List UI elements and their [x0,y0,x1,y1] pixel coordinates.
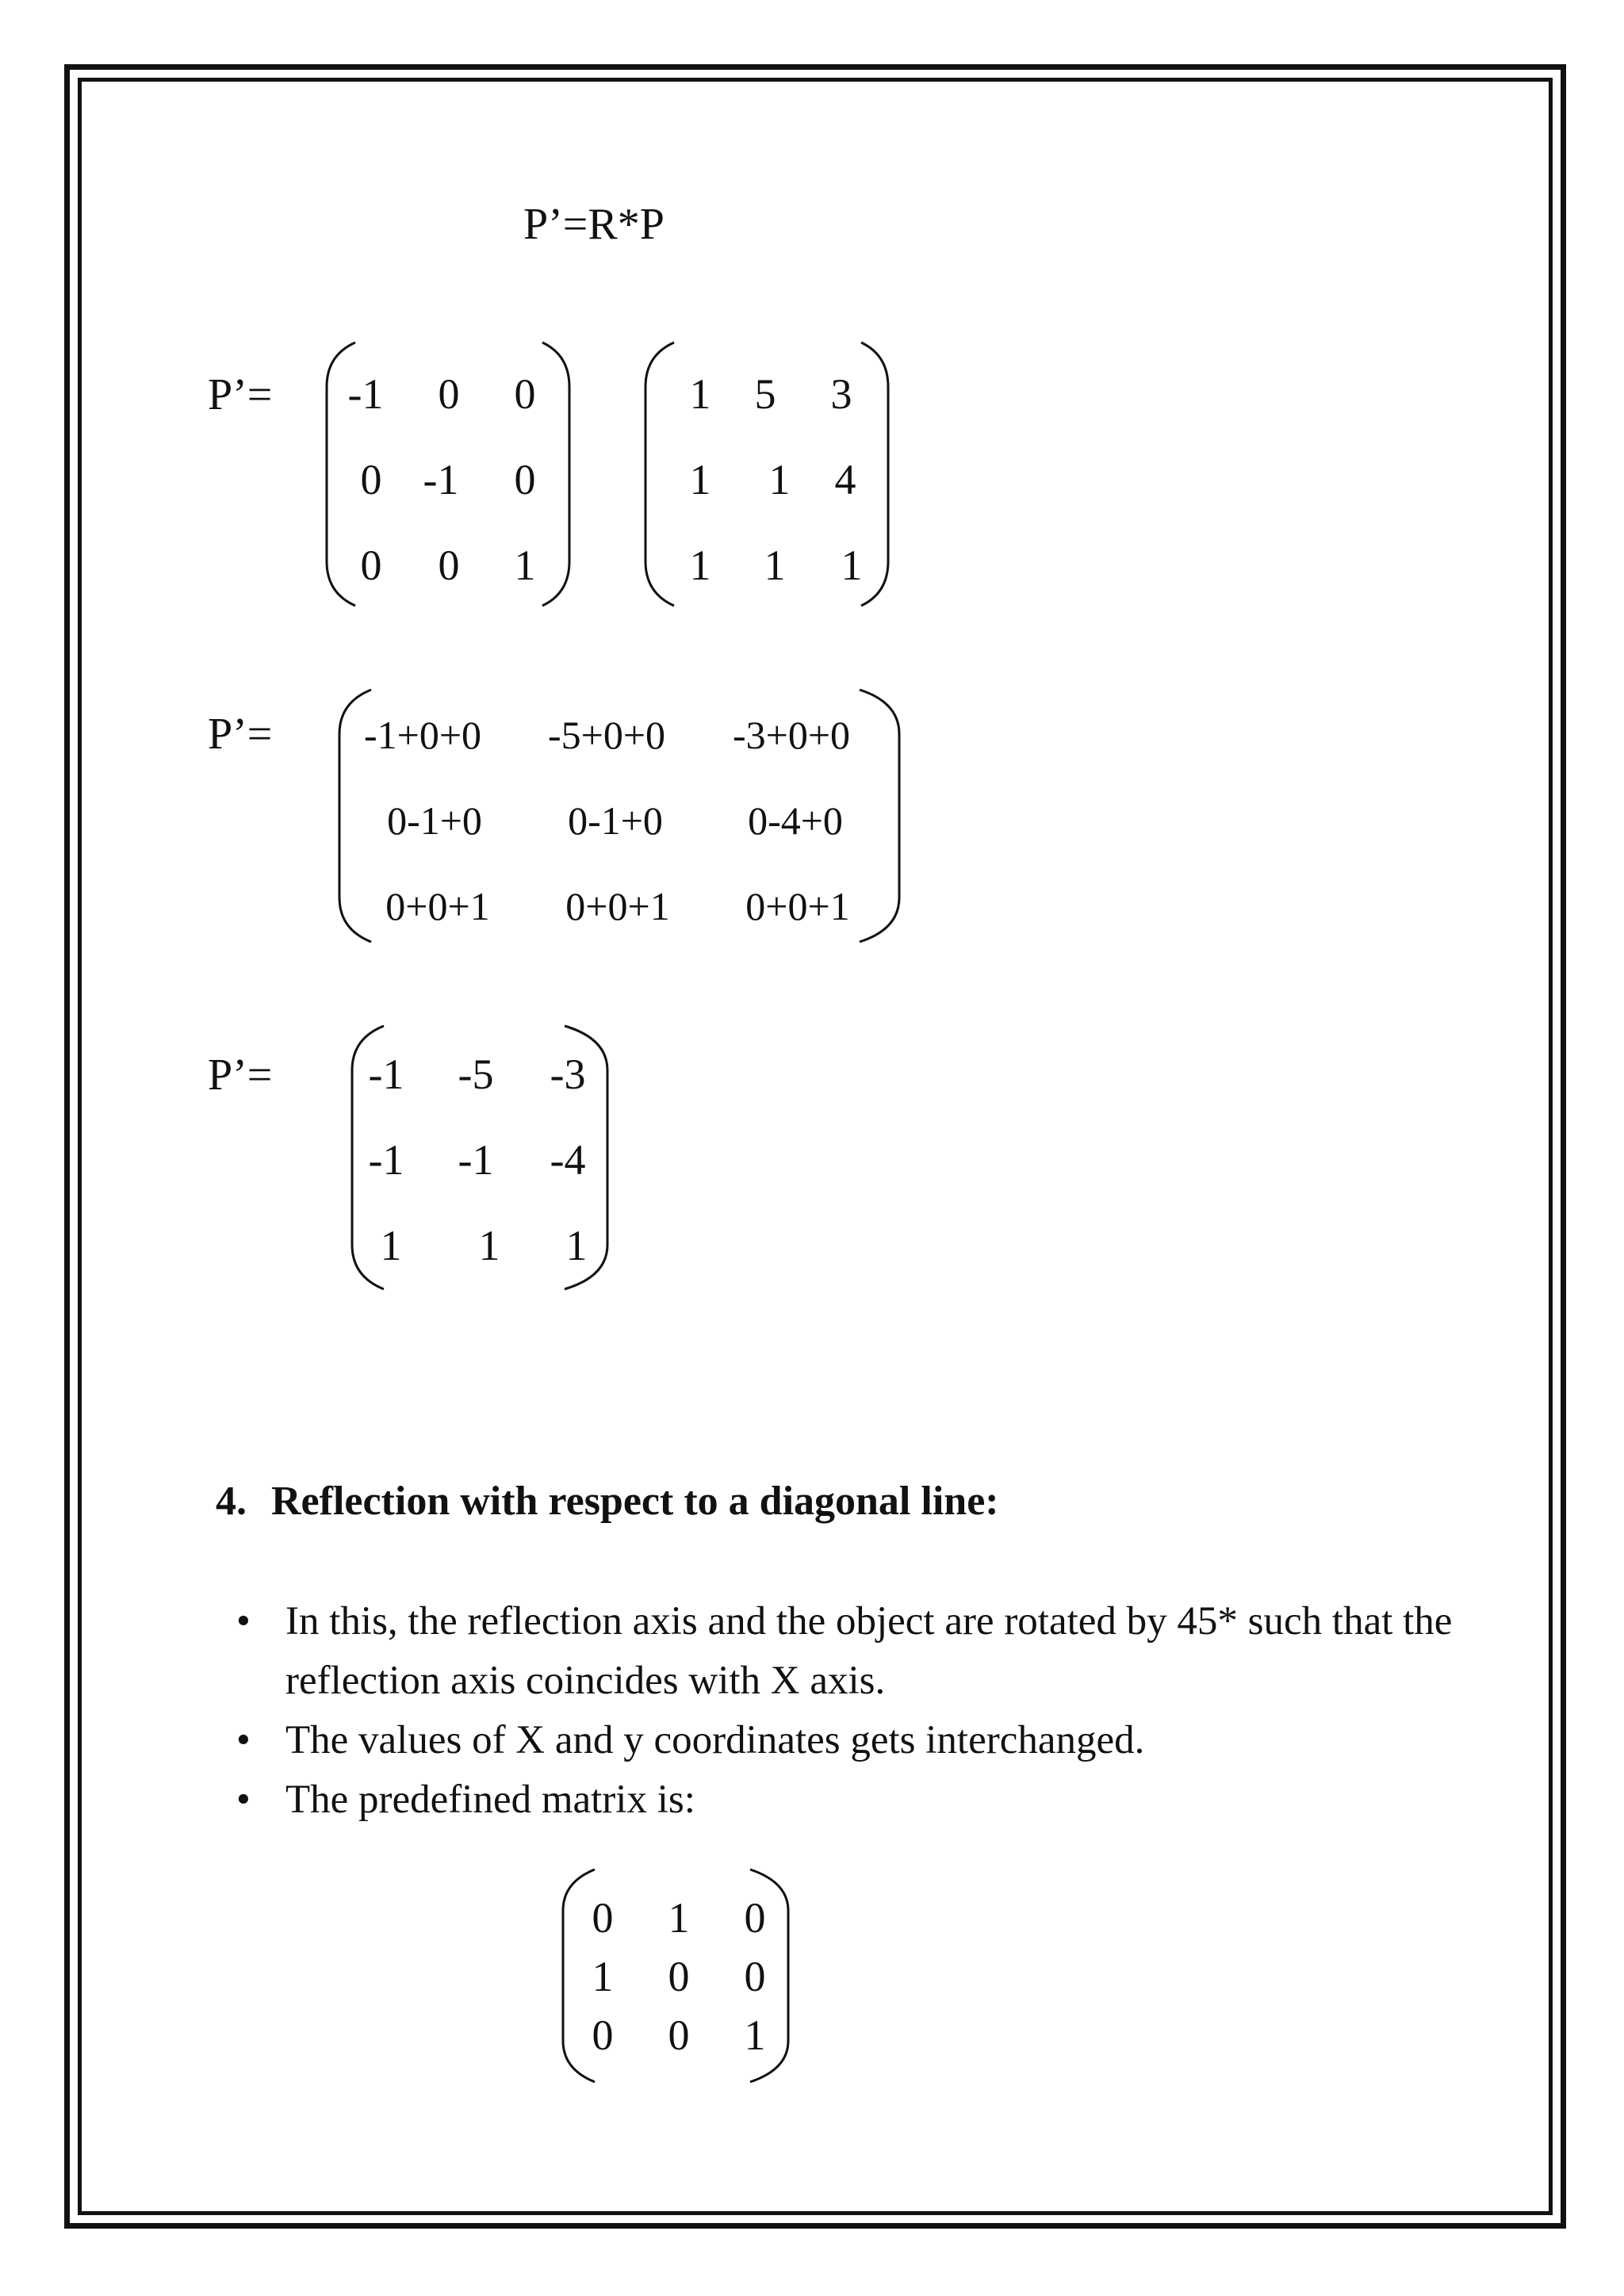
matrix-p-cell: 4 [834,456,856,503]
matrix-r-cell: 0 [360,456,382,503]
matrix-result-cell: -5 [458,1050,494,1098]
row-label-3: P’= [208,1050,273,1100]
matrix-predefined-cell: 1 [744,2011,766,2059]
matrix-predefined-cell: 0 [592,2011,614,2059]
matrix-r-cell: 0 [514,370,536,418]
matrix-expanded-cell: -5+0+0 [547,713,666,757]
matrix-predefined-cell: 0 [744,1894,766,1942]
matrix-predefined-cell: 0 [668,2011,690,2059]
matrix-result-cell: 1 [565,1222,588,1269]
row-label-2: P’= [208,710,273,759]
matrix-r-cell: 0 [514,456,536,503]
bullet-list [236,1592,1475,1830]
matrix-p-cell: 1 [689,541,711,589]
matrix-result-cell: -1 [368,1050,404,1098]
matrix-p-cell: 5 [754,370,776,418]
bullet-dot: • [236,1599,251,1644]
matrix-r-cell: -1 [423,456,459,503]
matrix-result-cell: 1 [380,1222,402,1269]
list-item [236,1711,1475,1770]
matrix-expanded-cell: 0+0+1 [745,884,850,928]
matrix-r-cell: 0 [360,541,382,589]
matrix-predefined-cell: 1 [668,1894,690,1942]
section-number: 4. [216,1479,247,1524]
row-label-1: P’= [208,370,273,419]
matrix-result-cell: 1 [478,1222,500,1269]
section-title: Reflection with respect to a diagonal line: [271,1479,999,1524]
matrix-predefined-cell: 0 [592,1894,614,1942]
bullet-dot: • [236,1777,251,1822]
bullet-text: The values of X and y coordinates gets interchanged. [285,1718,1145,1762]
matrix-expanded-cell: 0+0+1 [565,884,670,928]
matrix-expanded-cell: 0-1+0 [568,798,663,843]
matrix-predefined-cell: 0 [668,1953,690,2000]
matrix-r-cell: 1 [514,541,536,589]
list-item [236,1592,1475,1711]
matrix-result-cell: -4 [550,1136,586,1184]
matrix-r-cell: 0 [438,541,460,589]
matrix-r-cell: 0 [438,370,460,418]
matrix-p-cell: 1 [764,541,786,589]
list-item [236,1770,1475,1830]
matrix-predefined-cell: 1 [592,1953,614,2000]
matrix-p-cell: 1 [689,370,711,418]
matrix-expanded-cell: 0-4+0 [748,798,843,843]
matrix-predefined-cell: 0 [744,1953,766,2000]
matrix-expanded-cell: -1+0+0 [363,713,482,757]
matrix-expanded-cell: 0+0+1 [385,884,490,928]
matrix-expanded-cell: 0-1+0 [387,798,482,843]
matrix-p-cell: 3 [830,370,852,418]
equation-title: P’=R*P [523,200,665,249]
matrix-expanded-cell: -3+0+0 [732,713,851,757]
matrix-result-cell: -3 [550,1050,586,1098]
matrix-p-cell: 1 [689,456,711,503]
bullet-text: The predefined matrix is: [285,1777,695,1822]
bullet-text: In this, the reflection axis and the object are rotated by 45* such that the reflection axis coincides with X axis. [285,1599,1453,1703]
matrix-result-cell: -1 [368,1136,404,1184]
matrix-result-cell: -1 [458,1136,494,1184]
matrix-p-cell: 1 [841,541,863,589]
matrix-p-cell: 1 [768,456,791,503]
matrix-r-cell: -1 [347,370,384,418]
bullet-dot: • [236,1718,251,1762]
section-heading [216,1481,999,1522]
